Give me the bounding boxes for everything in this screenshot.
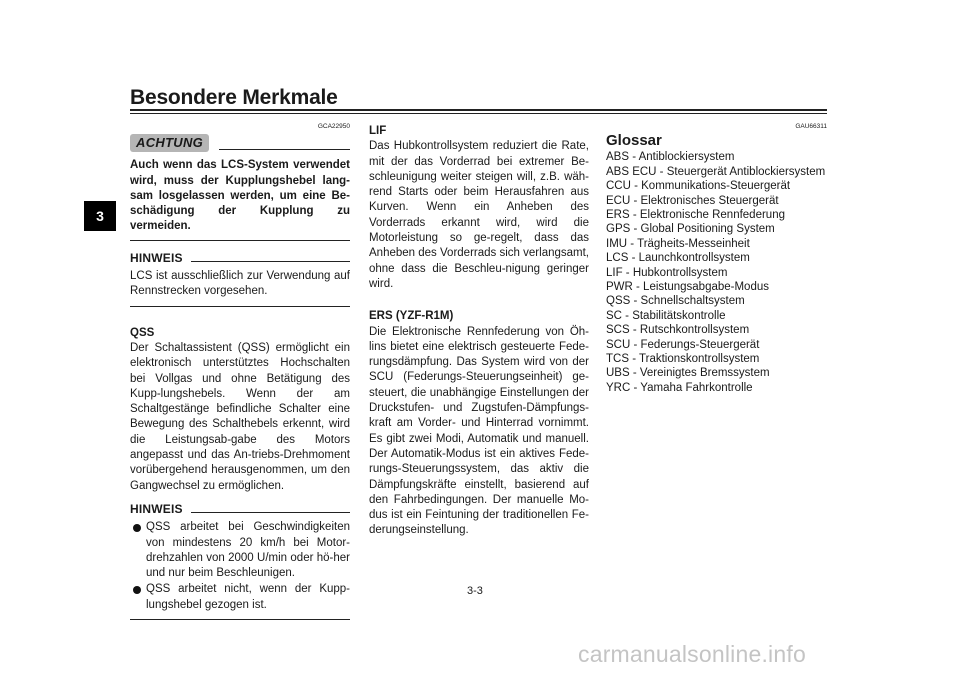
column-middle bbox=[369, 123, 589, 539]
watermark: carmanualsonline.info bbox=[578, 641, 806, 667]
glossary-item: ABS ECU - Steuergerät Antiblockiersystem bbox=[606, 165, 826, 178]
note2-end-rule bbox=[130, 619, 350, 620]
glossary-item: IMU - Trägheits-Messeinheit bbox=[606, 237, 750, 250]
note1-header bbox=[130, 251, 350, 266]
warning-text: Auch wenn das LCS-System verwendet wird, muss der Kupplungshebel lang-sam losgelassen werden, um eine Be-schädigung der Kupplung zu vermeiden. bbox=[130, 159, 350, 233]
glossary-item: ABS - Antiblockiersystem bbox=[606, 151, 735, 164]
warning-header-rule bbox=[219, 149, 350, 150]
bullet-icon bbox=[133, 524, 141, 532]
glossary-item: UBS - Vereinigtes Bremssystem bbox=[606, 367, 770, 380]
warning-code: GCA22950 bbox=[317, 123, 350, 130]
glossary-item: LIF - Hubkontrollsystem bbox=[606, 266, 728, 279]
qss-text: Der Schaltassistent (QSS) ermöglicht ein elektronisch unterstütztes Hochschalten bei Vollgas und ohne Betätigung des Kupp-lungshebels. Wenn der am Schaltgestänge befindliche Schalter eine Bewegung des Schalthebels erkennt, wird die Leistungsab-gabe des Motors angepasst und das An-triebs-Drehmoment vorübergehend herausgenommen, um den Gangwechsel zu ermöglichen. bbox=[130, 341, 350, 492]
note2-header bbox=[130, 502, 350, 517]
lif-text: Das Hubkontrollsystem reduziert die Rate, mit der das Vorderrad bei extremer Be-schleunigung weiter steigen will, z.B. wäh-rend Starts oder beim Herausfahren aus Kurven. Wenn ein Anheben des Vorderrads erkannt wird, wird die Motorleistung so ge-regelt, dass das Anheben des Vorderrads sich verlangsamt, ohne dass die Beschleu-nigung geringer wird. bbox=[369, 140, 589, 290]
note1-text: LCS ist ausschließlich zur Verwendung auf Rennstrecken vorgesehen. bbox=[130, 270, 350, 298]
glossary-item: ERS - Elektronische Rennfederung bbox=[606, 208, 785, 221]
glossary-code: GAU66311 bbox=[795, 123, 827, 130]
title-rule-thin bbox=[130, 113, 827, 114]
ers-heading: ERS (YZF-R1M) bbox=[369, 310, 454, 323]
note2-label: HINWEIS bbox=[130, 501, 183, 516]
ers-text: Die Elektronische Rennfederung von Öh-lins bietet eine elektrisch gesteuerte Fede-rungsdämpfung. Das System wird von der SCU (Federungs-Steuerungseinheit) ge-steuert, die unabhängige Einstellungen der Druckstufen- und Zugstufen-Dämpfungs-kraft am Vorder- und Hinterrad vornimmt. Es gibt zwei Modi, Automatik und manuell. Der Automatik-Modus ist ein aktives Fede-rungs-Steuerungssystem, das aktiv die Dämpfungskräfte einstellt, basierend auf den Fahrbedingungen. Der manuelle Mo-dus ist ein Feintuning der traditionellen Fe-derungseinstellung. bbox=[369, 325, 589, 537]
glossary-list bbox=[606, 150, 827, 395]
note1-header-rule bbox=[191, 261, 350, 262]
glossary-item: TCS - Traktionskontrollsystem bbox=[606, 352, 760, 365]
glossary-item: LCS - Launchkontrollsystem bbox=[606, 252, 750, 265]
qss-heading: QSS bbox=[130, 326, 155, 339]
warning-header bbox=[130, 134, 350, 152]
title-rule bbox=[130, 109, 827, 111]
glossary-item: SCU - Federungs-Steuergerät bbox=[606, 338, 760, 351]
note1-label: HINWEIS bbox=[130, 250, 183, 265]
note2-header-rule bbox=[191, 512, 350, 513]
note1-end-rule bbox=[130, 306, 350, 307]
column-right bbox=[606, 123, 827, 395]
lif-heading: LIF bbox=[369, 125, 387, 137]
chapter-tab: 3 bbox=[84, 201, 116, 231]
list-item: QSS arbeitet nicht, wenn der Kupp-lungshebel gezogen ist. bbox=[130, 582, 350, 613]
warning-badge: ACHTUNG bbox=[130, 134, 209, 152]
column-left bbox=[130, 123, 350, 620]
glossary-item: GPS - Global Positioning System bbox=[606, 223, 775, 236]
glossary-heading: Glossar bbox=[606, 132, 662, 149]
glossary-item: YRC - Yamaha Fahrkontrolle bbox=[606, 381, 753, 394]
page-title: Besondere Merkmale bbox=[130, 86, 338, 109]
list-item: QSS arbeitet bei Geschwindigkeiten von mindestens 20 km/h bei Motor-drehzahlen von 2000 U/min oder hö-her und nur beim Beschleunigen. bbox=[130, 520, 350, 581]
glossary-item: SCS - Rutschkontrollsystem bbox=[606, 324, 750, 337]
glossary-item: PWR - Leistungsabgabe-Modus bbox=[606, 280, 769, 293]
glossary-item: QSS - Schnellschaltsystem bbox=[606, 295, 745, 308]
bullet-icon bbox=[133, 586, 141, 594]
glossary-item: ECU - Elektronisches Steuergerät bbox=[606, 194, 779, 207]
glossary-item: CCU - Kommunikations-Steuergerät bbox=[606, 180, 791, 193]
warning-end-rule bbox=[130, 240, 350, 241]
glossary-item: SC - Stabilitätskontrolle bbox=[606, 309, 726, 322]
page-number: 3-3 bbox=[467, 585, 483, 597]
note2-bullet-list bbox=[130, 520, 350, 613]
